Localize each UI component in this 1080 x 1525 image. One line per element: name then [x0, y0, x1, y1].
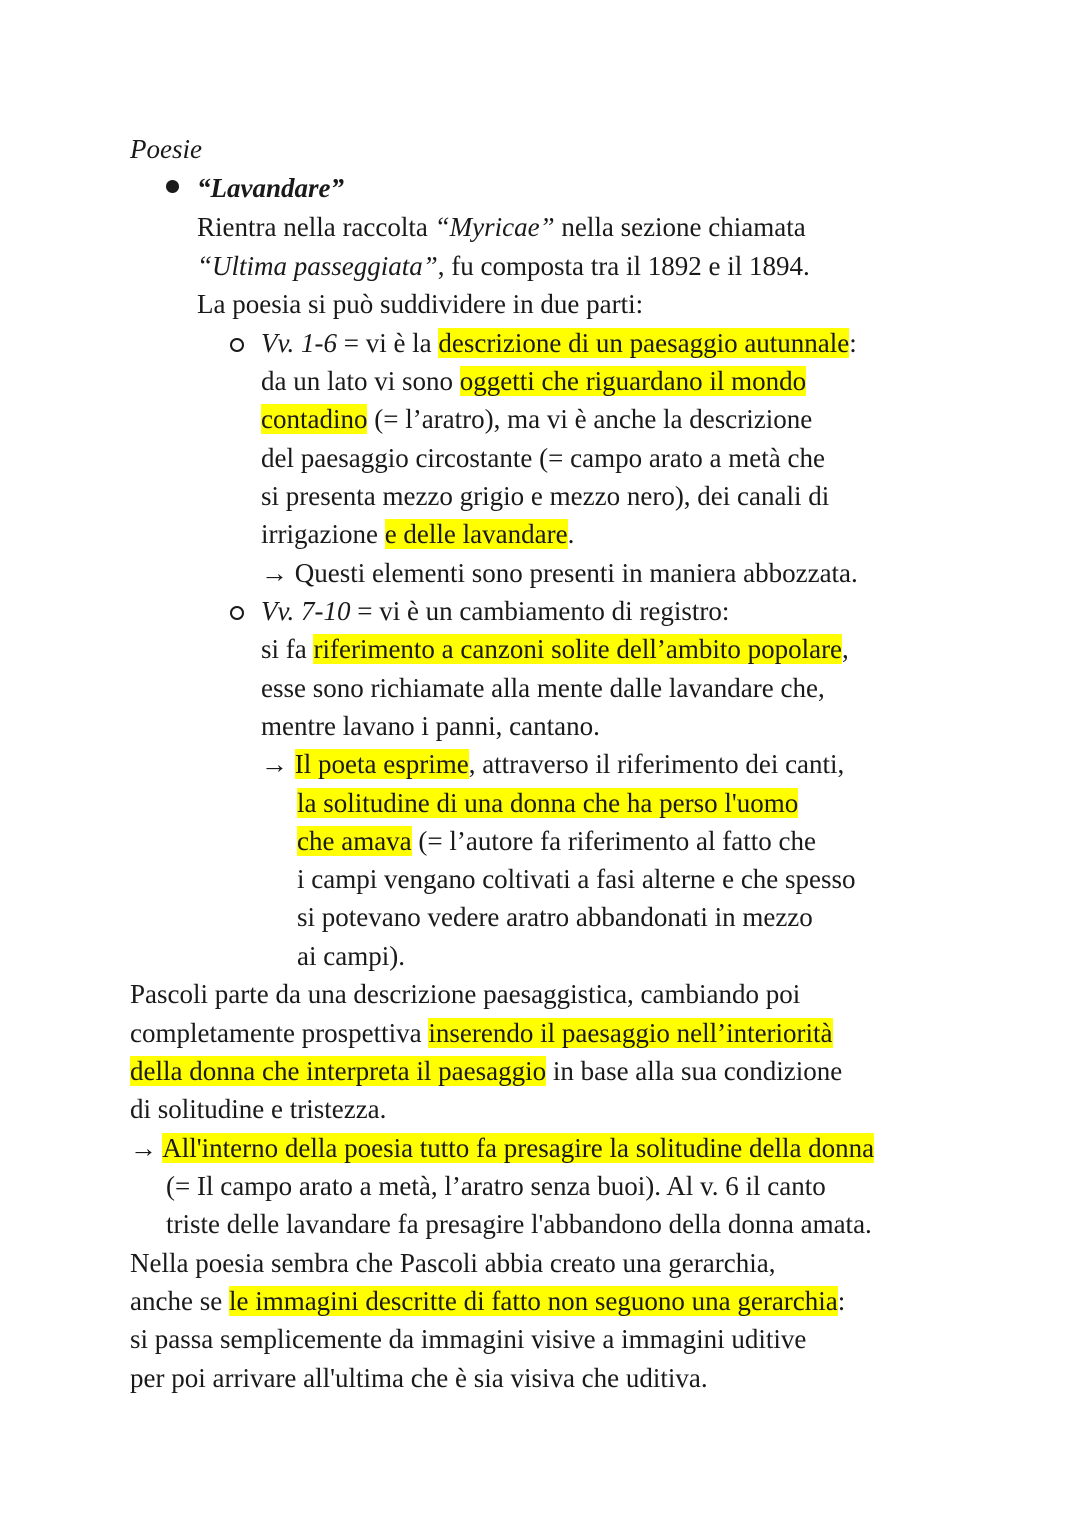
part2-line-5: → Il poeta esprime, attraverso il riferimento dei canti, — [261, 749, 845, 779]
part2-line-4: mentre lavano i panni, cantano. — [261, 711, 600, 741]
part2-line-3: esse sono richiamate alla mente dalle lavandare che, — [261, 673, 825, 703]
arrow-right-icon: → — [261, 749, 288, 779]
part1-line-6: irrigazione e delle lavandare. — [261, 519, 575, 549]
para1-line-1: Pascoli parte da una descrizione paesaggistica, cambiando poi — [130, 979, 801, 1009]
poem-title: “Lavandare” — [197, 173, 344, 203]
arrow-right-icon: → — [130, 1133, 157, 1163]
part1-line-1: Vv. 1-6 = vi è la descrizione di un paesaggio autunnale: — [261, 328, 857, 358]
para3-line-3: si passa semplicemente da immagini visive a immagini uditive — [130, 1324, 807, 1354]
intro-line-1: Rientra nella raccolta “Myricae” nella sezione chiamata — [197, 212, 806, 242]
para2-line-1: → All'interno della poesia tutto fa presagire la solitudine della donna — [130, 1133, 875, 1163]
para3-line-1: Nella poesia sembra che Pascoli abbia creato una gerarchia, — [130, 1248, 776, 1278]
sub-bullet-icon — [230, 606, 244, 620]
part2-line-6: la solitudine di una donna che ha perso l'uomo — [297, 788, 799, 818]
para2-line-2: (= Il campo arato a metà, l’aratro senza buoi). Al v. 6 il canto — [166, 1171, 826, 1201]
part1-line-7: → Questi elementi sono presenti in maniera abbozzata. — [261, 558, 858, 588]
part2-line-2: si fa riferimento a canzoni solite dell’ambito popolare, — [261, 634, 849, 664]
sub-bullet-icon — [230, 338, 244, 352]
para1-line-3: della donna che interpreta il paesaggio in base alla sua condizione — [130, 1056, 843, 1086]
para2-line-3: triste delle lavandare fa presagire l'abbandono della donna amata. — [166, 1209, 872, 1239]
intro-line-2: “Ultima passeggiata”, fu composta tra il 1892 e il 1894. — [197, 251, 810, 281]
part2-line-10: ai campi). — [297, 941, 405, 971]
part2-line-7: che amava (= l’autore fa riferimento al fatto che — [297, 826, 816, 856]
intro-line-3: La poesia si può suddividere in due parti: — [197, 289, 644, 319]
part2-line-9: si potevano vedere aratro abbandonati in mezzo — [297, 902, 813, 932]
part1-line-2: da un lato vi sono oggetti che riguardano il mondo — [261, 366, 807, 396]
para1-line-2: completamente prospettiva inserendo il paesaggio nell’interiorità — [130, 1018, 833, 1048]
para3-line-2: anche se le immagini descritte di fatto non seguono una gerarchia: — [130, 1286, 846, 1316]
part1-line-4: del paesaggio circostante (= campo arato a metà che — [261, 443, 825, 473]
arrow-right-icon: → — [261, 558, 288, 588]
part2-line-1: Vv. 7-10 = vi è un cambiamento di registro: — [261, 596, 730, 626]
para1-line-4: di solitudine e tristezza. — [130, 1094, 387, 1124]
bullet-icon — [166, 180, 179, 193]
part1-line-5: si presenta mezzo grigio e mezzo nero), dei canali di — [261, 481, 830, 511]
section-title: Poesie — [130, 134, 202, 164]
para3-line-4: per poi arrivare all'ultima che è sia visiva che uditiva. — [130, 1363, 708, 1393]
part1-line-3: contadino (= l’aratro), ma vi è anche la descrizione — [261, 404, 813, 434]
part2-line-8: i campi vengano coltivati a fasi alterne e che spesso — [297, 864, 856, 894]
